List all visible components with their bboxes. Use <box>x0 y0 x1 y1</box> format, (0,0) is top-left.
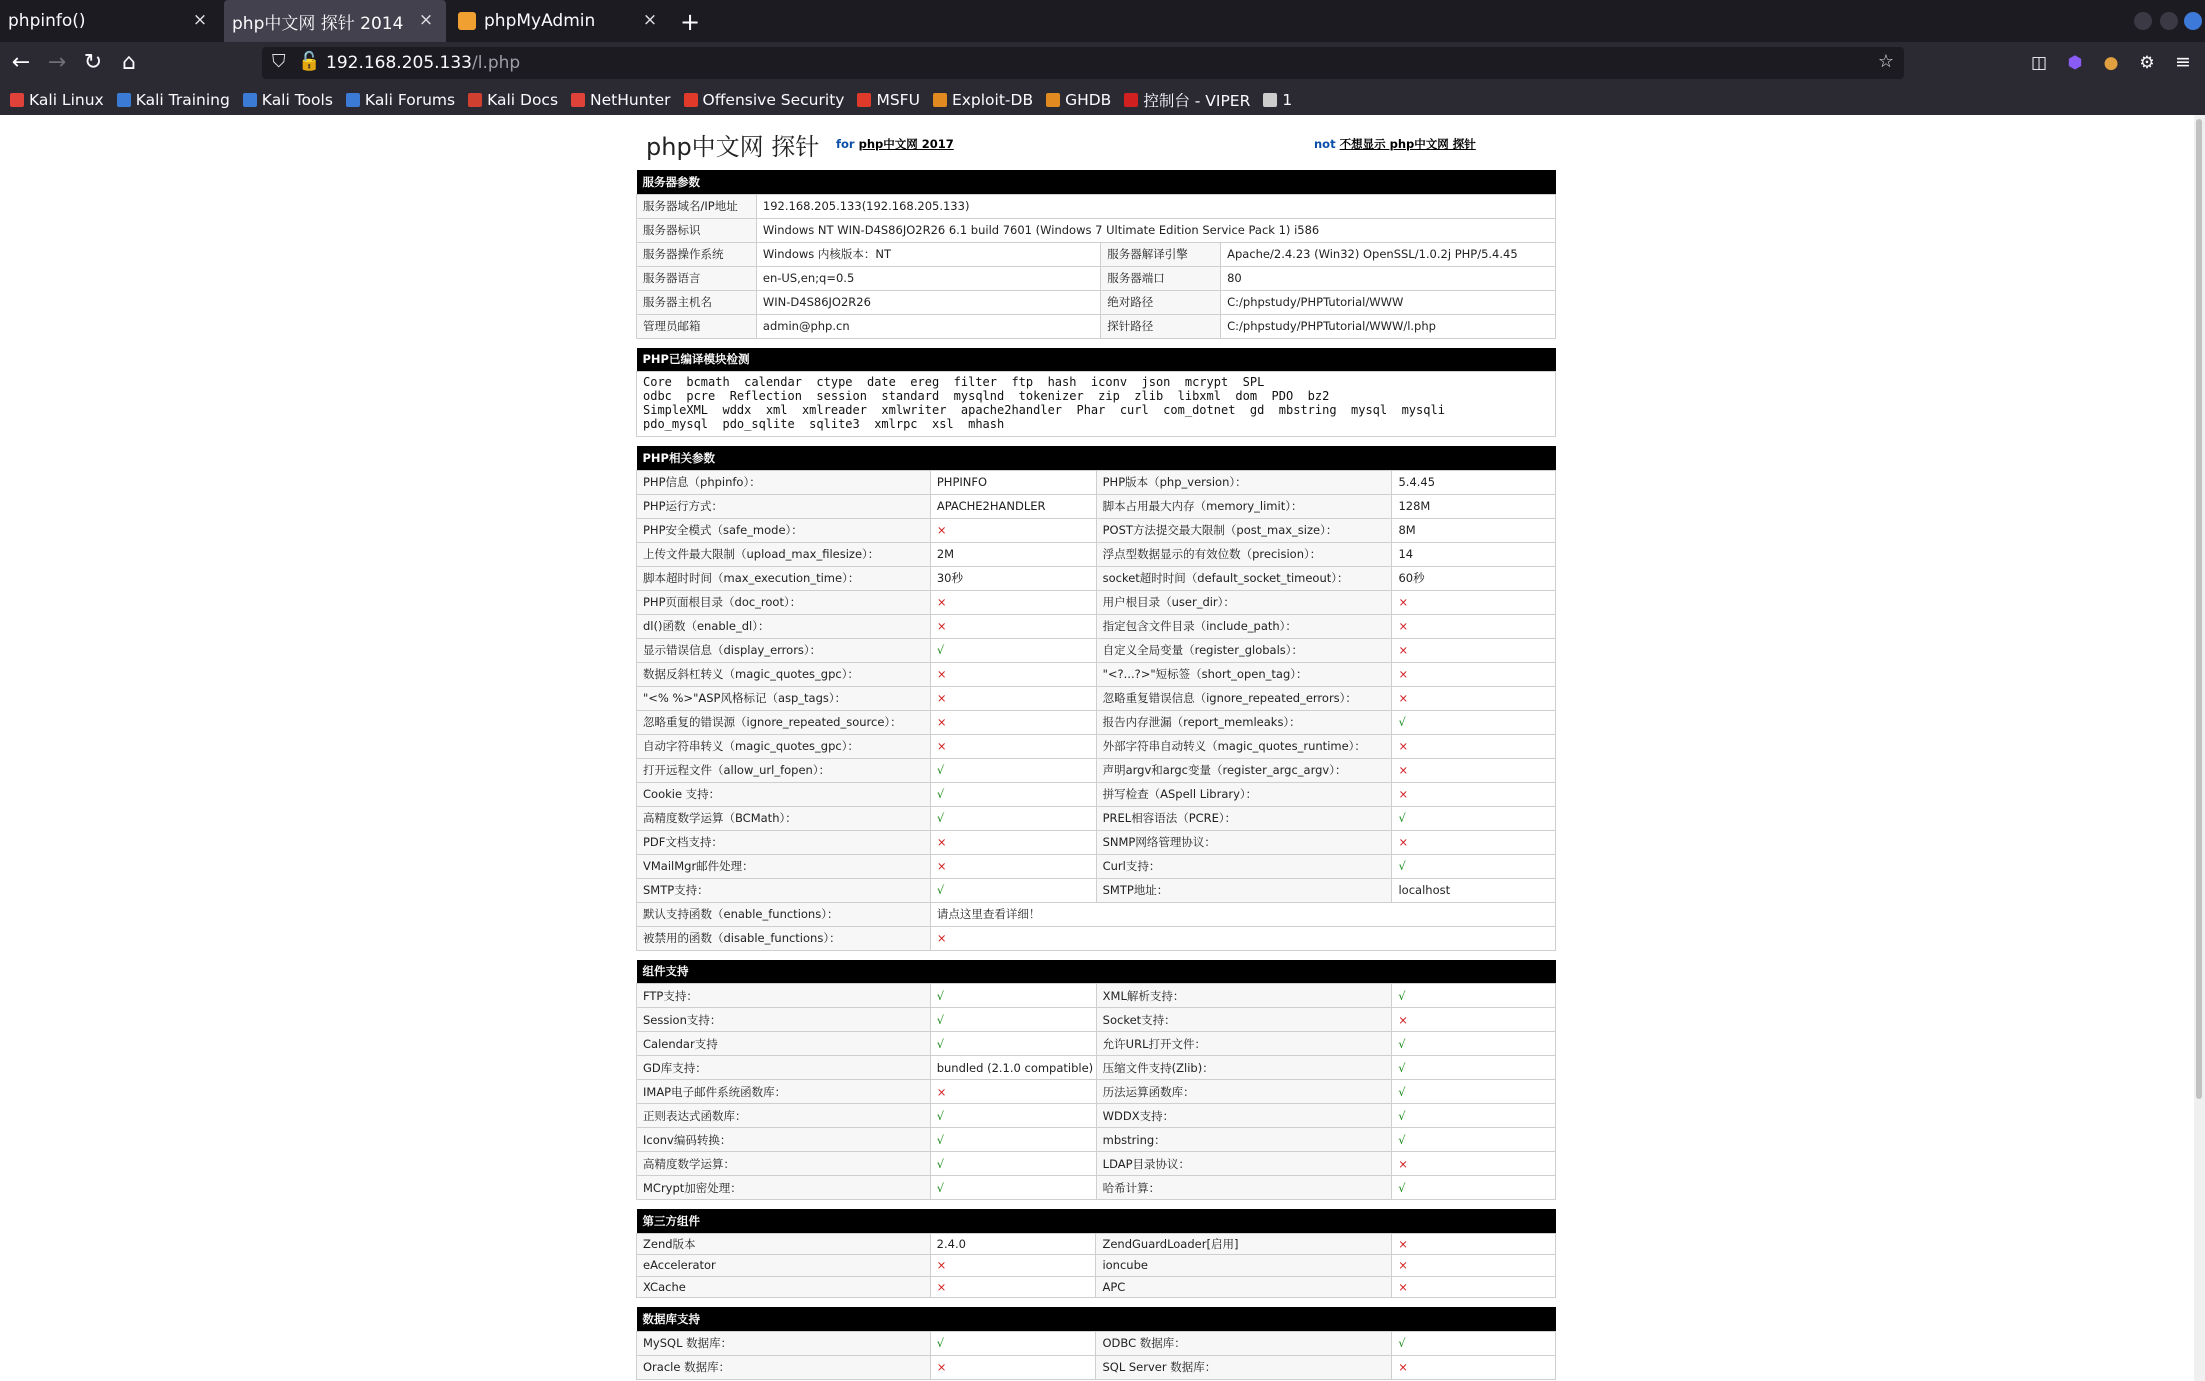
tab-label: phpMyAdmin <box>484 11 596 31</box>
param-label: 忽略重复错误信息（ignore_repeated_errors）： <box>1096 686 1392 710</box>
table-row <box>637 314 1556 338</box>
section-header: 数据库支持 <box>637 1307 1556 1331</box>
table-row <box>637 1008 1556 1032</box>
table-row <box>637 1152 1556 1176</box>
bookmark-item[interactable] <box>1263 91 1292 109</box>
param-label: 压缩文件支持(Zlib)： <box>1096 1056 1392 1080</box>
param-label: IMAP电子邮件系统函数库： <box>637 1080 931 1104</box>
table-row <box>637 758 1556 782</box>
param-label: 服务器域名/IP地址 <box>637 194 757 218</box>
param-value: × <box>930 1255 1096 1277</box>
param-label: PDF文档支持： <box>637 830 931 854</box>
param-value: en-US,en;q=0.5 <box>756 266 1100 290</box>
phpmyadmin-favicon-icon <box>458 12 476 30</box>
bookmark-item[interactable] <box>346 91 455 109</box>
table-row <box>637 290 1556 314</box>
table-row <box>637 902 1556 926</box>
param-value: √ <box>1392 806 1556 830</box>
param-label: 自动字符串转义（magic_quotes_gpc）： <box>637 734 931 758</box>
param-value: × <box>1392 734 1556 758</box>
param-label: 浮点型数据显示的有效位数（precision）： <box>1096 542 1392 566</box>
home-icon[interactable]: ⌂ <box>122 50 136 75</box>
param-value: × <box>1392 1276 1556 1298</box>
forward-icon[interactable]: → <box>47 50 67 75</box>
insecure-lock-icon[interactable]: 🔓 <box>298 51 321 72</box>
param-value: 128M <box>1392 494 1556 518</box>
bookmark-label: Kali Linux <box>29 90 104 109</box>
param-label: 历法运算函数库： <box>1096 1080 1392 1104</box>
table-row <box>637 542 1556 566</box>
for-label <box>836 136 954 152</box>
hide-probe-link[interactable]: 不想显示 php中文网 探针 <box>1339 137 1476 151</box>
table-row <box>637 734 1556 758</box>
close-window-icon[interactable] <box>2184 12 2202 30</box>
bookmark-item[interactable] <box>1124 89 1250 111</box>
shield-icon[interactable]: ⛉ <box>272 51 286 72</box>
param-value: √ <box>930 806 1096 830</box>
param-label: Cookie 支持： <box>637 782 931 806</box>
param-label: PHP信息（phpinfo）： <box>637 470 931 494</box>
param-label: MySQL 数据库： <box>637 1331 931 1355</box>
bookmark-item[interactable] <box>571 91 671 109</box>
table-row <box>637 686 1556 710</box>
param-value: √ <box>1392 984 1556 1008</box>
param-label: Curl支持： <box>1096 854 1392 878</box>
bookmark-icon <box>933 93 947 107</box>
param-value: √ <box>930 878 1096 902</box>
param-label: WDDX支持： <box>1096 1104 1392 1128</box>
bookmark-item[interactable] <box>684 91 845 109</box>
param-value: 2.4.0 <box>930 1233 1096 1255</box>
param-label: 服务器主机名 <box>637 290 757 314</box>
param-label: POST方法提交最大限制（post_max_size）： <box>1096 518 1392 542</box>
param-label: ODBC 数据库： <box>1096 1331 1392 1355</box>
param-value: √ <box>930 1032 1096 1056</box>
not-label <box>1314 136 1476 152</box>
tab-phpmyadmin[interactable] <box>450 0 670 42</box>
param-value: × <box>1392 782 1556 806</box>
param-value: × <box>1392 1355 1556 1379</box>
tab-label: phpinfo() <box>8 11 86 31</box>
param-value: 5.4.45 <box>1392 470 1556 494</box>
bookmarks-bar <box>0 84 2205 115</box>
param-value: √ <box>1392 1104 1556 1128</box>
param-label: 忽略重复的错误源（ignore_repeated_source）： <box>637 710 931 734</box>
param-label: eAccelerator <box>637 1255 931 1277</box>
param-value: 8M <box>1392 518 1556 542</box>
extensions-puzzle-icon[interactable]: ⚙ <box>2139 53 2155 73</box>
param-value: × <box>1392 758 1556 782</box>
module-line: pdo_mysql pdo_sqlite sqlite3 xmlrpc xsl mhash <box>643 417 1005 431</box>
bookmark-label: Kali Docs <box>487 90 559 109</box>
param-value: × <box>1392 638 1556 662</box>
section-header: 第三方组件 <box>637 1209 1556 1233</box>
param-value: bundled (2.1.0 compatible) <box>930 1056 1096 1080</box>
bookmark-item[interactable] <box>933 91 1033 109</box>
param-value: × <box>1392 1255 1556 1277</box>
param-value: 192.168.205.133(192.168.205.133) <box>756 194 1555 218</box>
table-row <box>637 1255 1556 1277</box>
bookmark-item[interactable] <box>117 91 230 109</box>
close-icon[interactable]: × <box>642 10 658 30</box>
param-label: 脚本超时时间（max_execution_time）： <box>637 566 931 590</box>
param-label: 脚本占用最大内存（memory_limit）： <box>1096 494 1392 518</box>
table-row <box>637 614 1556 638</box>
param-label: PHP运行方式： <box>637 494 931 518</box>
section-header: PHP相关参数 <box>637 446 1556 470</box>
param-label: Calendar支持 <box>637 1032 931 1056</box>
param-label: LDAP目录协议： <box>1096 1152 1392 1176</box>
table-row <box>637 926 1556 950</box>
pocket-icon[interactable]: ◫ <box>2030 53 2048 73</box>
bookmark-icon <box>1046 93 1060 107</box>
table-row <box>637 1176 1556 1200</box>
param-label: 哈希计算： <box>1096 1176 1392 1200</box>
param-value: × <box>1392 1008 1556 1032</box>
param-label: "<% %>"ASP风格标记（asp_tags）： <box>637 686 931 710</box>
param-value: × <box>1392 1152 1556 1176</box>
bookmark-label: GHDB <box>1065 90 1112 109</box>
param-label: XCache <box>637 1276 931 1298</box>
param-label: PHP版本（php_version）： <box>1096 470 1392 494</box>
table-row <box>637 518 1556 542</box>
bookmark-label: 控制台 - VIPER <box>1143 91 1251 110</box>
param-value: √ <box>1392 1331 1556 1355</box>
table-row <box>637 1331 1556 1355</box>
table-row <box>637 590 1556 614</box>
param-label: 服务器端口 <box>1101 266 1221 290</box>
param-value: √ <box>1392 1128 1556 1152</box>
table-row <box>637 638 1556 662</box>
section-header: 组件支持 <box>637 960 1556 984</box>
bookmark-star-icon[interactable]: ☆ <box>1877 51 1894 72</box>
param-value: √ <box>930 1104 1096 1128</box>
param-label: SNMP网络管理协议： <box>1096 830 1392 854</box>
param-value: √ <box>1392 710 1556 734</box>
param-label: Zend版本 <box>637 1233 931 1255</box>
bookmark-icon <box>10 93 24 107</box>
param-label: 被禁用的函数（disable_functions）： <box>637 926 931 950</box>
param-label: PREL相容语法（PCRE）： <box>1096 806 1392 830</box>
url-bar[interactable] <box>262 47 1904 79</box>
bookmark-label: Kali Training <box>135 90 230 109</box>
param-value: × <box>1392 830 1556 854</box>
not-prefix: not <box>1314 137 1336 151</box>
bookmark-icon <box>1124 93 1138 107</box>
bookmark-label: MSFU <box>876 90 920 109</box>
param-label: VMailMgr邮件处理： <box>637 854 931 878</box>
table-row <box>637 1080 1556 1104</box>
modules-table <box>636 348 1556 438</box>
param-value: × <box>930 734 1096 758</box>
param-label: dl()函数（enable_dl）： <box>637 614 931 638</box>
param-value: Windows NT WIN-D4S86JO2R26 6.1 build 7601 (Windows 7 Ultimate Edition Service Pack 1) i586 <box>756 218 1555 242</box>
for-link[interactable]: php中文网 2017 <box>858 137 954 151</box>
param-label: 打开远程文件（allow_url_fopen）： <box>637 758 931 782</box>
table-row <box>637 1104 1556 1128</box>
param-value: 30秒 <box>930 566 1096 590</box>
table-row <box>637 266 1556 290</box>
bookmark-icon <box>684 93 698 107</box>
tab-bar <box>0 0 2205 42</box>
param-value: Windows 内核版本：NT <box>756 242 1100 266</box>
param-value: √ <box>1392 1080 1556 1104</box>
bookmark-icon <box>571 93 585 107</box>
param-label: 探针路径 <box>1101 314 1221 338</box>
param-value: √ <box>930 1331 1096 1355</box>
bookmark-item[interactable] <box>10 91 104 109</box>
param-value: √ <box>930 1152 1096 1176</box>
table-row <box>637 1233 1556 1255</box>
bookmark-label: Exploit-DB <box>951 90 1034 109</box>
param-label: 用户根目录（user_dir）： <box>1096 590 1392 614</box>
param-value: √ <box>930 782 1096 806</box>
param-value: WIN-D4S86JO2R26 <box>756 290 1100 314</box>
param-label: 报告内存泄漏（report_memleaks）： <box>1096 710 1392 734</box>
param-value: 60秒 <box>1392 566 1556 590</box>
param-label: SMTP支持： <box>637 878 931 902</box>
param-label: mbstring： <box>1096 1128 1392 1152</box>
param-value: √ <box>930 758 1096 782</box>
back-icon[interactable]: ← <box>11 50 31 75</box>
param-label: 允许URL打开文件： <box>1096 1032 1392 1056</box>
bookmark-item[interactable] <box>243 91 333 109</box>
scrollbar-thumb[interactable] <box>2196 119 2202 1099</box>
bookmark-label: Kali Forums <box>364 90 456 109</box>
param-label: 服务器解译引擎 <box>1101 242 1221 266</box>
param-value: × <box>930 1355 1096 1379</box>
bookmark-icon <box>117 93 131 107</box>
param-label: 管理员邮箱 <box>637 314 757 338</box>
page-title: php中文网 探针 <box>646 133 820 161</box>
new-tab-icon[interactable]: + <box>680 8 701 36</box>
maximize-icon[interactable] <box>2160 12 2178 30</box>
tab-label: php中文网 探针 2014 <box>232 13 404 34</box>
param-label: Oracle 数据库： <box>637 1355 931 1379</box>
param-value: √ <box>930 984 1096 1008</box>
param-value: × <box>1392 686 1556 710</box>
bookmark-label: Kali Tools <box>261 90 333 109</box>
url-path: /l.php <box>472 53 521 73</box>
enable-functions-link[interactable]: 请点这里查看详细！ <box>930 902 1555 926</box>
close-icon[interactable]: × <box>192 10 208 30</box>
probe-container <box>636 115 1556 1381</box>
param-label: 显示错误信息（display_errors）： <box>637 638 931 662</box>
page-scrollbar[interactable] <box>2194 115 2205 1381</box>
bookmark-item[interactable] <box>468 91 558 109</box>
param-value: × <box>930 1080 1096 1104</box>
param-label: Iconv编码转换： <box>637 1128 931 1152</box>
param-label: "<?...?>"短标签（short_open_tag）： <box>1096 662 1392 686</box>
param-label: GD库支持： <box>637 1056 931 1080</box>
module-line: odbc pcre Reflection session standard mysqlnd tokenizer zip zlib libxml dom PDO bz2 <box>643 389 1330 403</box>
param-value: 80 <box>1221 266 1556 290</box>
bookmark-icon <box>1263 93 1277 107</box>
table-row <box>637 878 1556 902</box>
bookmark-item[interactable] <box>857 91 919 109</box>
section-header: 服务器参数 <box>637 170 1556 194</box>
param-label: APC <box>1096 1276 1392 1298</box>
param-label: 指定包含文件目录（include_path）： <box>1096 614 1392 638</box>
table-row <box>637 194 1556 218</box>
param-value: × <box>1392 590 1556 614</box>
page-content <box>0 115 2205 1381</box>
param-label: 声明argv和argc变量（register_argc_argv）： <box>1096 758 1392 782</box>
table-row <box>637 1355 1556 1379</box>
table-row <box>637 218 1556 242</box>
modules-list <box>637 372 1556 437</box>
table-row <box>637 662 1556 686</box>
php-params-table <box>636 446 1556 951</box>
param-label: 高精度数学运算： <box>637 1152 931 1176</box>
param-value: √ <box>1392 1032 1556 1056</box>
param-label: PHP页面根目录（doc_root）： <box>637 590 931 614</box>
param-value: × <box>930 686 1096 710</box>
param-label: XML解析支持： <box>1096 984 1392 1008</box>
url-host: 192.168.205.133 <box>326 53 473 73</box>
param-value: admin@php.cn <box>756 314 1100 338</box>
param-label: 外部字符串自动转义（magic_quotes_runtime）： <box>1096 734 1392 758</box>
table-row <box>637 566 1556 590</box>
param-label: FTP支持： <box>637 984 931 1008</box>
extension-icon[interactable]: ⬢ <box>2067 53 2083 73</box>
server-params-table <box>636 170 1556 339</box>
module-line: Core bcmath calendar ctype date ereg filter ftp hash iconv json mcrypt SPL <box>643 375 1265 389</box>
param-value: √ <box>1392 1056 1556 1080</box>
param-label: Socket支持： <box>1096 1008 1392 1032</box>
tab-probe[interactable] <box>224 0 446 42</box>
param-value: C:/phpstudy/PHPTutorial/WWW <box>1221 290 1556 314</box>
param-label: Session支持： <box>637 1008 931 1032</box>
param-label: PHP安全模式（safe_mode）： <box>637 518 931 542</box>
param-label: 数据反斜杠转义（magic_quotes_gpc）： <box>637 662 931 686</box>
table-row <box>637 854 1556 878</box>
table-row <box>637 242 1556 266</box>
table-row <box>637 830 1556 854</box>
param-value: × <box>930 662 1096 686</box>
param-value: APACHE2HANDLER <box>930 494 1096 518</box>
param-value: × <box>930 518 1096 542</box>
param-value: × <box>930 710 1096 734</box>
param-value: × <box>930 854 1096 878</box>
third-party-table <box>636 1209 1556 1298</box>
param-value: × <box>1392 1233 1556 1255</box>
param-label: ZendGuardLoader[启用] <box>1096 1233 1392 1255</box>
table-row <box>637 782 1556 806</box>
param-label: 服务器标识 <box>637 218 757 242</box>
bookmark-icon <box>857 93 871 107</box>
param-label: 拼写检查（ASpell Library）： <box>1096 782 1392 806</box>
database-table <box>636 1307 1556 1380</box>
param-value: √ <box>1392 1176 1556 1200</box>
bookmark-item[interactable] <box>1046 91 1111 109</box>
param-value: Apache/2.4.23 (Win32) OpenSSL/1.0.2j PHP/5.4.45 <box>1221 242 1556 266</box>
param-label: SMTP地址： <box>1096 878 1392 902</box>
table-row <box>637 470 1556 494</box>
for-prefix: for <box>836 137 855 151</box>
bookmark-label: 1 <box>1282 90 1293 109</box>
param-value: localhost <box>1392 878 1556 902</box>
param-label: 服务器语言 <box>637 266 757 290</box>
tab-phpinfo[interactable] <box>0 0 220 42</box>
menu-icon[interactable]: ≡ <box>2175 51 2191 73</box>
table-row <box>637 806 1556 830</box>
module-line: SimpleXML wddx xml xmlreader xmlwriter apache2handler Phar curl com_dotnet gd mbstring mysql mysqli <box>643 403 1445 417</box>
param-label: 服务器操作系统 <box>637 242 757 266</box>
reload-icon[interactable]: ↻ <box>83 50 103 75</box>
table-row <box>637 1276 1556 1298</box>
components-table <box>636 960 1556 1201</box>
param-value: × <box>930 590 1096 614</box>
close-icon[interactable]: × <box>418 10 434 30</box>
param-label: 正则表达式函数库： <box>637 1104 931 1128</box>
param-value: × <box>930 1276 1096 1298</box>
table-row <box>637 1056 1556 1080</box>
table-row <box>637 984 1556 1008</box>
param-value: × <box>930 926 1555 950</box>
param-label: socket超时时间（default_socket_timeout）： <box>1096 566 1392 590</box>
table-row <box>637 1128 1556 1152</box>
bookmark-icon <box>346 93 360 107</box>
param-label: MCrypt加密处理： <box>637 1176 931 1200</box>
param-label: 高精度数学运算（BCMath）： <box>637 806 931 830</box>
browser-chrome <box>0 0 2205 115</box>
param-value: √ <box>930 1008 1096 1032</box>
param-label: ioncube <box>1096 1255 1392 1277</box>
cookie-extension-icon[interactable]: ● <box>2103 53 2119 73</box>
minimize-icon[interactable] <box>2134 12 2152 30</box>
param-value: √ <box>930 1176 1096 1200</box>
param-value: √ <box>930 638 1096 662</box>
param-value: √ <box>930 1128 1096 1152</box>
nav-bar <box>0 42 2205 84</box>
param-value: × <box>930 830 1096 854</box>
param-value: × <box>1392 614 1556 638</box>
section-header: PHP已编译模块检测 <box>637 348 1556 372</box>
param-value: × <box>930 614 1096 638</box>
param-value: C:/phpstudy/PHPTutorial/WWW/l.php <box>1221 314 1556 338</box>
table-row <box>637 1032 1556 1056</box>
bookmark-label: Offensive Security <box>702 90 845 109</box>
param-value: √ <box>1392 854 1556 878</box>
param-value: × <box>1392 662 1556 686</box>
param-label: 绝对路径 <box>1101 290 1221 314</box>
bookmark-label: NetHunter <box>590 90 671 109</box>
param-label: 上传文件最大限制（upload_max_filesize）： <box>637 542 931 566</box>
bookmark-icon <box>468 93 482 107</box>
page-header <box>636 115 1556 170</box>
param-value: 14 <box>1392 542 1556 566</box>
param-label: SQL Server 数据库： <box>1096 1355 1392 1379</box>
table-row <box>637 710 1556 734</box>
table-row <box>637 494 1556 518</box>
bookmark-icon <box>243 93 257 107</box>
param-label: 默认支持函数（enable_functions）： <box>637 902 931 926</box>
param-value: PHPINFO <box>930 470 1096 494</box>
param-label: 自定义全局变量（register_globals）： <box>1096 638 1392 662</box>
param-value: 2M <box>930 542 1096 566</box>
